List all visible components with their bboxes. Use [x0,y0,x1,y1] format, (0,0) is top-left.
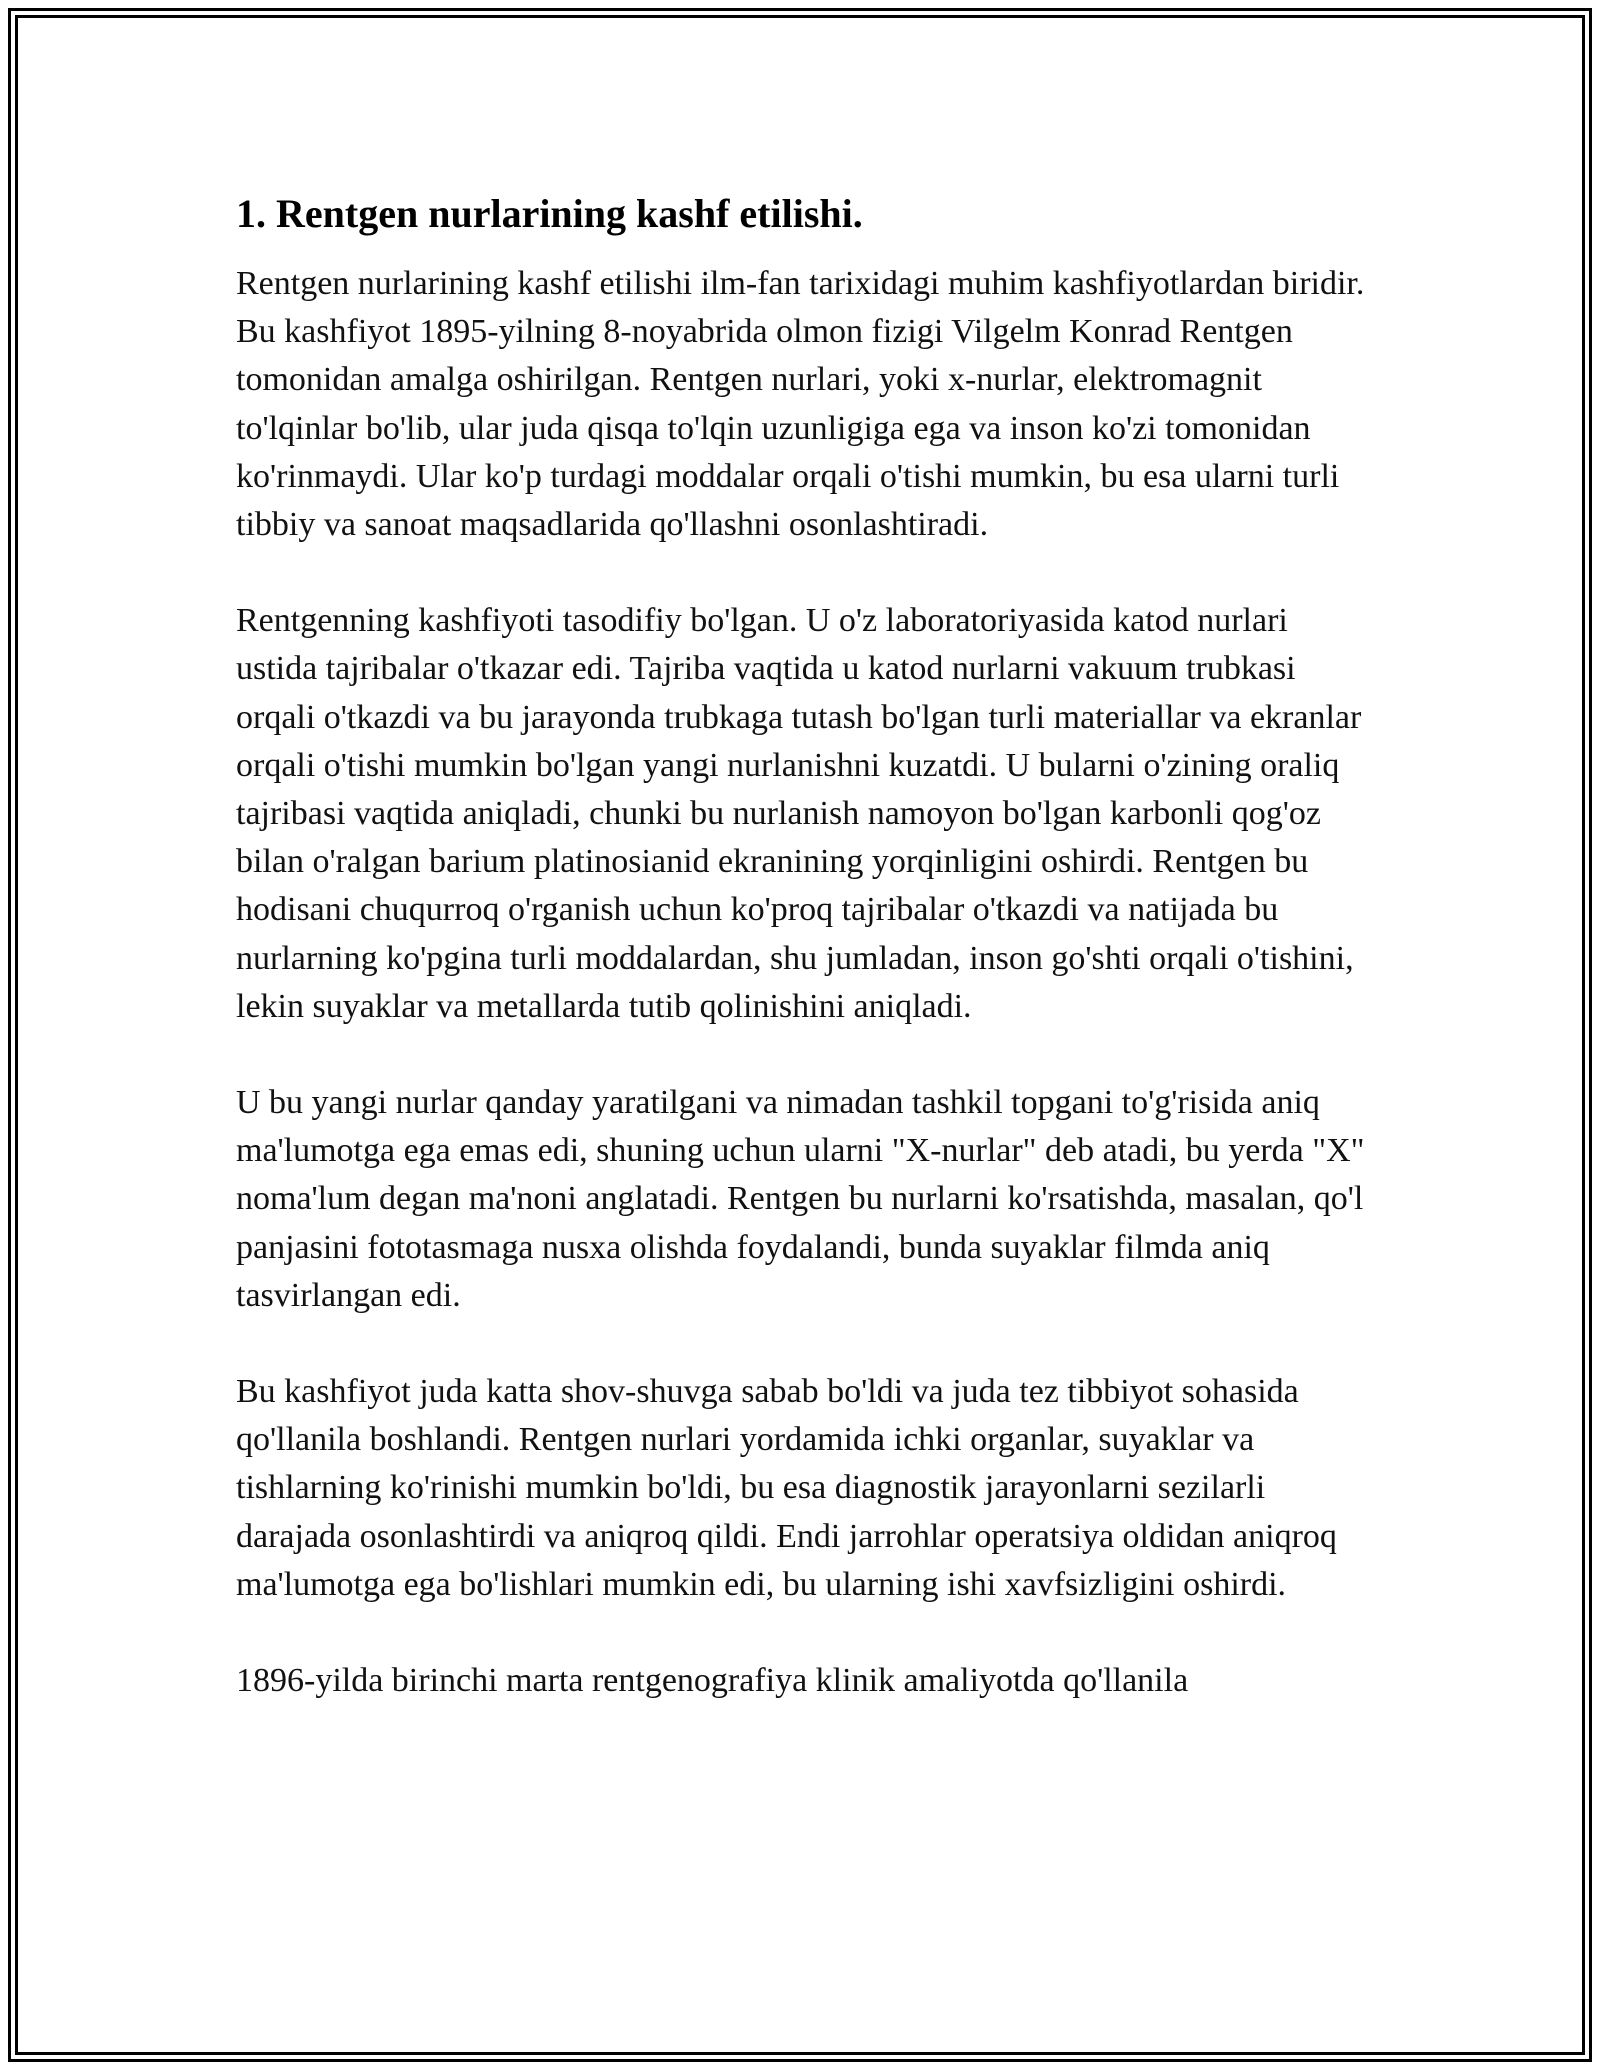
paragraph-x-rays-naming: U bu yangi nurlar qanday yaratilgani va nimadan tashkil topgani to'g'risida aniq ma'lumotga ega emas edi, shuning uchun ularni "X-nurlar" deb atadi, bu yerda "X" noma'lum degan ma'noni anglatadi. Rentgen bu nurlarni ko'rsatishda, masalan, qo'l panjasini fototasmaga nusxa olishda foydalandi, bunda suyaklar filmda aniq tasvirlangan edi. [236,1084,1365,1314]
paragraph-medical-impact: Bu kashfiyot juda katta shov-shuvga sabab bo'ldi va juda tez tibbiyot sohasida qo'llanila boshlandi. Rentgen nurlari yordamida ichki organlar, suyaklar va tishlarning ko'rinishi mumkin bo'ldi, bu esa diagnostik jarayonlarni sezilarli darajada osonlashtirdi va aniqroq qildi. Endi jarrohlar operatsiya oldidan aniqroq ma'lumotga ega bo'lishlari mumkin edi, bu ularning ishi xavfsizligini oshirdi. [236,1373,1337,1603]
document-body [236,190,1371,1753]
paragraph-discovery-intro: Rentgen nurlarining kashf etilishi ilm-fan tarixidagi muhim kashfiyotlardan biridir. Bu kashfiyot 1895-yilning 8-noyabrida olmon fizigi Vilgelm Konrad Rentgen tomonidan amalga oshirilgan. Rentgen nurlari, yoki x-nurlar, elektromagnit to'lqinlar bo'lib, ular juda qisqa to'lqin uzunligiga ega va inson ko'zi tomonidan ko'rinmaydi. Ular ko'p turdagi moddalar orqali o'tishi mumkin, bu esa ularni turli tibbiy va sanoat maqsadlarida qo'llashni osonlashtiradi. [236,265,1365,544]
paragraph-first-clinical-use: 1896-yilda birinchi marta rentgenografiya klinik amaliyotda qo'llanila [236,1662,1189,1700]
paragraph-accidental-discovery: Rentgenning kashfiyoti tasodifiy bo'lgan. U o'z laboratoriyasida katod nurlari ustida tajribalar o'tkazar edi. Tajriba vaqtida u katod nurlarni vakuum trubkasi orqali o'tkazdi va bu jarayonda trubkaga tutash bo'lgan turli materiallar va ekranlar orqali o'tishi mumkin bo'lgan yangi nurlanishni kuzatdi. U bularni o'zining oraliq tajribasi vaqtida aniqladi, chunki bu nurlanish namoyon bo'lgan karbonli qog'oz bilan o'ralgan barium platinosianid ekranining yorqinligini oshirdi. Rentgen bu hodisani chuqurroq o'rganish uchun ko'proq tajribalar o'tkazdi va natijada bu nurlarning ko'pgina turli moddalardan, shu jumladan, inson go'shti orqali o'tishini, lekin suyaklar va metallarda tutib qolinishini aniqladi. [236,602,1362,1025]
section-heading: 1. Rentgen nurlarining kashf etilishi. [236,191,863,236]
